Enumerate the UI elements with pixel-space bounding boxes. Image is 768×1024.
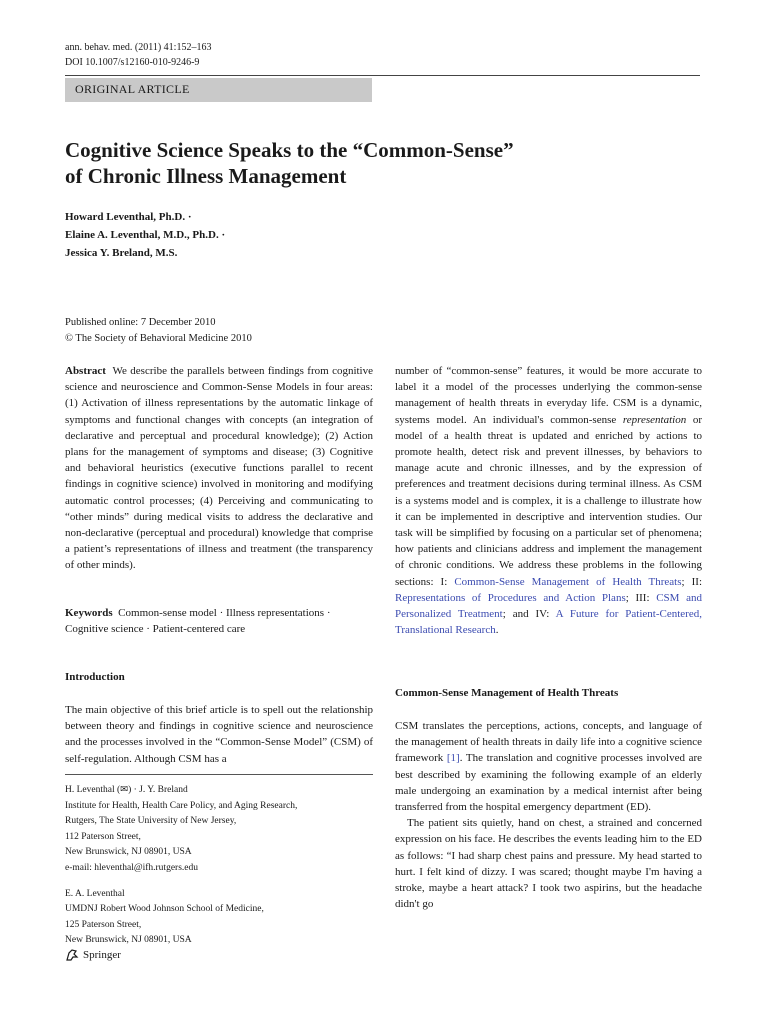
right-column-paragraph-3: The patient sits quietly, hand on chest, a strained and concerned expression on his face. He describes the events leading him to the ED as follows: “I had sharp chest pains and pressure. My head started to hurt. I felt kind of dizzy. I was scared; thought maybe I'm having a stroke, maybe a heart attack? I took two aspirins, but the headache didn't go <box>395 817 702 911</box>
author-3: Jessica Y. Breland, M.S. <box>65 247 178 259</box>
header-rule <box>65 75 700 76</box>
publication-info <box>65 315 252 347</box>
publisher-name: Springer <box>83 949 121 961</box>
journal-citation: ann. behav. med. (2011) 41:152–163 <box>65 42 212 53</box>
keywords-text: Common-sense model · Illness representations · Cognitive science · Patient-centered care <box>65 607 331 636</box>
published-date: Published online: 7 December 2010 <box>65 317 216 328</box>
affiliation-line: 112 Paterson Street, <box>65 831 141 842</box>
footnote-rule <box>65 774 373 775</box>
author-email[interactable]: e-mail: hleventhal@ifh.rutgers.edu <box>65 862 198 873</box>
author-2: Elaine A. Leventhal, M.D., Ph.D. · <box>65 229 226 241</box>
paragraph-text: CSM translates the perceptions, actions, concepts, and language of the management of health threats in daily life into a cognitive science framework <box>395 720 702 765</box>
right-column-paragraph-2 <box>395 718 702 912</box>
paragraph-text: number of “common-sense” features, it would be more accurate to label it a model of the processes underlying the common-sense management of health threats in everyday life. CSM is a dynamic, systems model. An individual's common-sense <box>395 365 702 426</box>
section-link-2[interactable]: Representations of Procedures and Action Plans <box>395 591 626 604</box>
paragraph-text: or model of a health threat is updated and enriched by actions to promote health, detect risk and prevent illnesses, by behaviors to manage acute and chronic illnesses, and by the expression of preferences and treatment decisions during terminal illness. As CSM is a systems model and is complex, it is a challenge to illustrate how it can be implemented in descriptive and intervention studies. Our task will be simplified by focusing on a particular set of phenomena; how patients and clinicians address and implement the management of chronic conditions. We address these problems in the following sections: I: <box>395 413 703 588</box>
citation-link[interactable]: [1] <box>446 752 460 765</box>
copyright: © The Society of Behavioral Medicine 2010 <box>65 333 252 344</box>
section-link-1[interactable]: Common-Sense Management of Health Threats <box>454 575 682 588</box>
author-1: Howard Leventhal, Ph.D. · <box>65 211 192 223</box>
abstract <box>65 363 373 574</box>
title-line-2: of Chronic Illness Management <box>65 164 347 188</box>
section-heading-introduction: Introduction <box>65 671 125 683</box>
article-type-banner <box>65 78 372 102</box>
abstract-label: Abstract <box>65 365 106 377</box>
right-column-paragraph-1 <box>395 363 702 638</box>
article-title <box>65 137 625 189</box>
separator-text: ; II: <box>681 575 703 588</box>
springer-horse-icon <box>65 948 79 962</box>
abstract-text: We describe the parallels between findings from cognitive science and neuroscience and Common-Sense Models in four areas: (1) Activation of illness representations by the automatic linkage of symptoms and functional changes with concepts (an integration of declarative and perceptual and procedural knowledge); (2) Action plans for the management of symptoms and disease; (3) Cognitive and behavioral heuristics (executive functions parallel to recent findings in cognitive science) involved in monitoring and modifying automatic control processes; (4) Perceiving and communicating to “other minds” during medical visits to address the declarative and non-declarative (perceptual and procedural) knowledge that comprise a patient’s representations of illness and treatment (the transparency of other minds). <box>65 365 374 572</box>
affiliation-line: 125 Paterson Street, <box>65 919 142 930</box>
emphasis-representation: representation <box>622 413 687 426</box>
author-affiliations <box>65 783 297 949</box>
keywords <box>65 605 373 637</box>
affiliation-line: New Brunswick, NJ 08901, USA <box>65 847 192 858</box>
affiliation-line: Institute for Health, Health Care Policy, and Aging Research, <box>65 800 298 811</box>
paragraph-text: . The translation and cognitive processes involved are best described by examining the following example of an elderly male undergoing an examination by a medical internist after being transferred from the hospital emergency department (ED). <box>395 752 703 814</box>
introduction-text: The main objective of this brief article is to spell out the relationship between theory and findings in cognitive science and neuroscience and the processes involved in the “Common-Sense Model” (CSM) of self-regulation. Although CSM has a <box>65 704 373 765</box>
affiliation-line: UMDNJ Robert Wood Johnson School of Medicine, <box>65 904 264 915</box>
keywords-label: Keywords <box>65 607 113 619</box>
article-type-label: ORIGINAL ARTICLE <box>75 82 190 96</box>
second-author: E. A. Leventhal <box>65 888 125 899</box>
affiliation-line: New Brunswick, NJ 08901, USA <box>65 935 192 946</box>
section-link-3[interactable]: CSM and Personalized Treatment <box>395 591 702 621</box>
title-line-1: Cognitive Science Speaks to the “Common-Sense” <box>65 138 514 162</box>
author-list <box>65 208 225 262</box>
corresponding-authors: H. Leventhal (✉) · J. Y. Breland <box>65 785 188 795</box>
publisher-logo <box>65 948 121 962</box>
doi: DOI 10.1007/s12160-010-9246-9 <box>65 57 200 68</box>
affiliation-line: Rutgers, The State University of New Jersey, <box>65 816 237 827</box>
separator-text: ; III: <box>625 591 650 604</box>
section-link-4[interactable]: A Future for Patient-Centered, Translational Research <box>395 608 702 637</box>
section-heading-csm: Common-Sense Management of Health Threats <box>395 687 619 699</box>
separator-text: ; and IV: <box>502 608 550 621</box>
separator-text: . <box>495 624 499 637</box>
